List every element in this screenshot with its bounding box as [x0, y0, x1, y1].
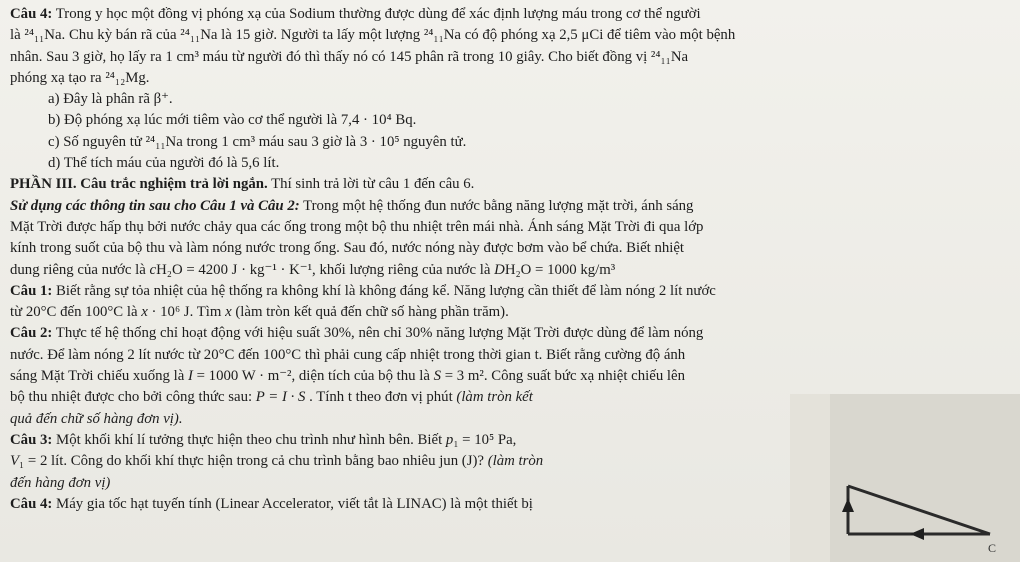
- text-run: là ²⁴₁₁Na. Chu kỳ bán rã của ²⁴₁₁Na là 15 giờ. Người ta lấy một lượng ²⁴₁₁Na có độ phóng xạ 2,5 μCi để tiêm vào một bệnh: [10, 27, 736, 44]
- text-line: [10, 366, 1013, 387]
- text-line: [10, 238, 1013, 259]
- text-run: Trong một hệ thống đun nước bằng năng lượng mặt trời, ánh sáng: [299, 197, 694, 214]
- text-run: p: [445, 431, 454, 448]
- text-run: Câu 4:: [10, 495, 53, 512]
- text-run: x: [225, 304, 232, 321]
- text-run: (làm tròn kết quả đến chữ số hàng phần trăm).: [231, 304, 509, 321]
- text-run: PHẦN III. Câu trắc nghiệm trả lời ngắn.: [10, 176, 268, 193]
- text-run: = 3 m². Công suất bức xạ nhiệt chiếu lên: [441, 368, 686, 385]
- text-line: [10, 4, 1013, 25]
- text-run: d) Thể tích máu của người đó là 5,6 lít.: [48, 155, 280, 172]
- text-run: c) Số nguyên tử ²⁴₁₁Na trong 1 cm³ máu sau 3 giờ là 3 · 10⁵ nguyên tử.: [48, 133, 467, 150]
- text-run: quả đến chữ số hàng đơn vị).: [10, 410, 183, 427]
- text-run: Trong y học một đồng vị phóng xạ của Sodium thường được dùng để xác định lượng máu trong cơ thể người: [52, 6, 701, 22]
- text-line: [10, 68, 1013, 89]
- text-run: Câu 3:: [10, 431, 53, 448]
- text-run: Sử dụng các thông tin sau cho Câu 1 và Câu 2:: [10, 197, 300, 214]
- text-run: P = I · S: [255, 389, 306, 406]
- text-line: [10, 260, 1013, 281]
- text-run: từ 20°C đến 100°C là: [10, 304, 142, 321]
- text-run: (làm tròn kết: [456, 389, 533, 406]
- text-line: [10, 387, 790, 408]
- text-run: H₂O = 4200 J · kg⁻¹ · K⁻¹, khối lượng riêng của nước là: [156, 261, 495, 278]
- text-run: kính trong suốt của bộ thu và làm nóng nước trong ống. Sau đó, nước nóng này được bơm vào bể chứa. Biết nhiệt: [10, 240, 685, 257]
- text-run: nước. Để làm nóng 2 lít nước từ 20°C đến 100°C thì phải cung cấp nhiệt trong thời gian t. Biết rằng cường độ ánh: [10, 346, 686, 363]
- text-line: [10, 473, 790, 494]
- text-run: = 1000 W · m⁻², diện tích của bộ thu là: [192, 368, 434, 385]
- text-run: Một khối khí lí tưởng thực hiện theo chu trình như hình bên. Biết: [52, 431, 446, 448]
- text-run: Mặt Trời được hấp thụ bởi nước chảy qua các ống trong một bộ thu nhiệt trên mái nhà. Ánh sáng Mặt Trời đi qua lớp: [10, 218, 704, 235]
- text-run: · 10⁶ J. Tìm: [147, 304, 226, 321]
- text-run: Thí sinh trả lời từ câu 1 đến câu 6.: [267, 176, 475, 193]
- text-run: Máy gia tốc hạt tuyến tính (Linear Accelerator, viết tắt là LINAC) là một thiết bị: [52, 495, 533, 512]
- text-run: nhân. Sau 3 giờ, họ lấy ra 1 cm³ máu từ người đó thì thấy nó có 145 phân rã trong 10 giây. Cho biết đồng vị ²⁴₁₁Na: [10, 48, 689, 65]
- text-run: dung riêng của nước là: [10, 261, 150, 278]
- text-line: [10, 323, 1013, 344]
- text-run: ₁ = 10⁵ Pa,: [453, 431, 517, 448]
- text-line: [10, 89, 1013, 110]
- text-line: [10, 409, 790, 430]
- text-line: [10, 153, 1013, 174]
- text-run: c: [149, 261, 157, 278]
- text-run: sáng Mặt Trời chiếu xuống là: [10, 368, 188, 385]
- text-run: ₁ = 2 lít. Công do khối khí thực hiện trong cả chu trình bằng bao nhiêu jun (J)?: [19, 453, 488, 470]
- text-run: b) Độ phóng xạ lúc mới tiêm vào cơ thể người là 7,4 · 10⁴ Bq.: [48, 112, 417, 129]
- text-run: đến hàng đơn vị): [10, 474, 111, 491]
- text-run: Thực tế hệ thống chỉ hoạt động với hiệu suất 30%, nên chỉ 30% năng lượng Mặt Trời được dùng để làm nóng: [52, 325, 704, 342]
- text-line: [10, 25, 1013, 46]
- text-line: [10, 217, 1013, 238]
- text-line: [10, 132, 1013, 153]
- pv-cycle-diagram: [790, 394, 1020, 562]
- text-run: phóng xạ tạo ra ²⁴₁₂Mg.: [10, 69, 150, 86]
- text-line: [10, 430, 790, 451]
- pv-cycle-figure: [790, 394, 1020, 562]
- text-run: bộ thu nhiệt được cho bởi công thức sau:: [10, 389, 256, 406]
- text-line: [10, 110, 1013, 131]
- text-run: . Tính t theo đơn vị phút: [305, 389, 457, 406]
- text-run: Biết rằng sự tỏa nhiệt của hệ thống ra không khí là không đáng kể. Năng lượng cần thiết để làm nóng 2 lít nước: [52, 282, 716, 299]
- text-run: Câu 4:: [10, 6, 53, 22]
- text-run: (làm tròn: [487, 453, 544, 470]
- text-line: [10, 174, 1013, 195]
- text-run: H₂O = 1000 kg/m³: [504, 261, 616, 278]
- text-line: [10, 281, 1013, 302]
- text-run: S: [433, 368, 442, 385]
- text-run: V: [10, 453, 20, 470]
- text-run: D: [494, 261, 505, 278]
- text-line: [10, 345, 1013, 366]
- text-line: [10, 47, 1013, 68]
- text-run: x: [141, 304, 148, 321]
- point-label: C: [988, 541, 997, 555]
- text-run: I: [187, 368, 193, 385]
- text-run: a) Đây là phân rã β⁺.: [48, 91, 173, 108]
- text-run: Câu 1:: [10, 282, 53, 299]
- text-line: [10, 196, 1013, 217]
- text-run: Câu 2:: [10, 325, 53, 342]
- text-line: [10, 302, 1013, 323]
- text-line: [10, 451, 790, 472]
